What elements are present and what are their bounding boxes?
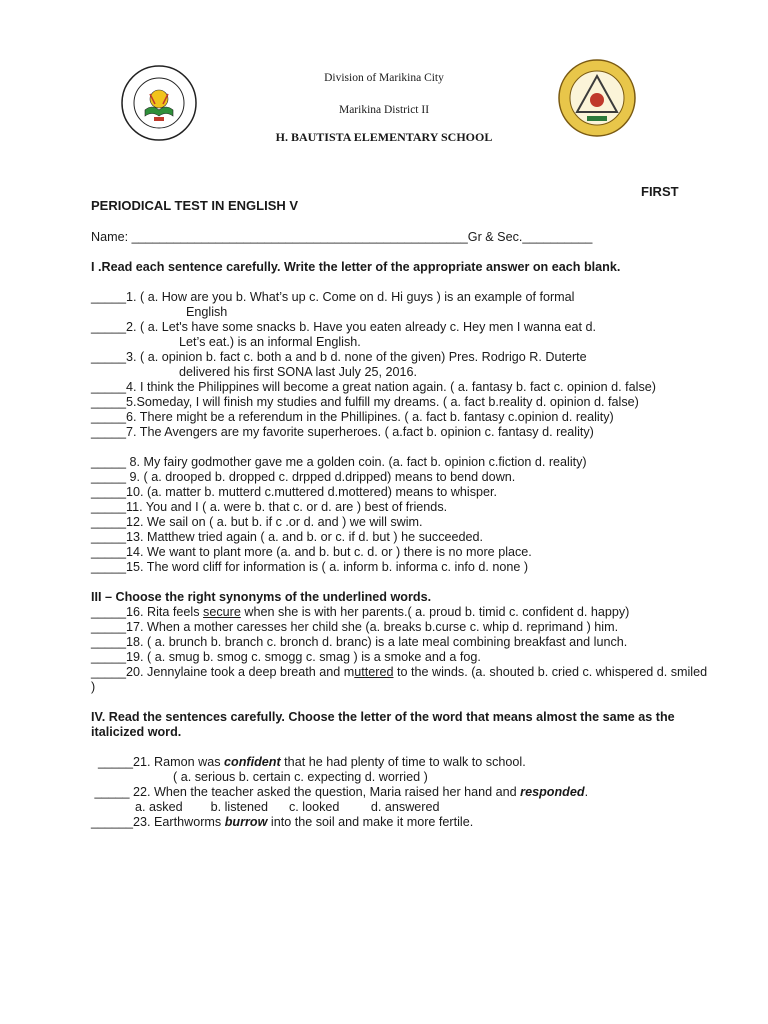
question-8: _____ 8. My fairy godmother gave me a golden coin. (a. fact b. opinion c.fiction d. reality) xyxy=(91,455,587,469)
question-9: _____ 9. ( a. drooped b. dropped c. drpped d.dripped) means to bend down. xyxy=(91,470,516,484)
question-1: _____1. ( a. How are you b. What’s up c. Come on d. Hi guys ) is an example of formal xyxy=(91,290,575,304)
question-16-text: _____16. Rita feels xyxy=(91,605,204,619)
question-21-text: _____21. Ramon was xyxy=(91,755,225,769)
question-20-text-end: to the winds. (a. shouted b. cried c. whispered d. smiled ) xyxy=(91,665,708,694)
question-17: _____17. When a mother caresses her child she (a. breaks b.curse c. whip d. reprimand ) him. xyxy=(91,620,619,634)
question-13: _____13. Matthew tried again ( a. and b. or c. if d. but ) he succeeded. xyxy=(91,530,484,544)
question-21 xyxy=(91,755,711,770)
question-22-italic: responded xyxy=(520,785,585,799)
question-2: _____2. ( a. Let's have some snacks b. Have you eaten already c. Hey men I wanna eat d. xyxy=(91,320,597,334)
question-20-underlined: uttered xyxy=(354,665,394,679)
test-body xyxy=(91,198,711,830)
question-23-text-end: into the soil and make it more fertile. xyxy=(267,815,474,829)
division-title: Division of Marikina City xyxy=(324,72,444,84)
question-11: _____11. You and I ( a. were b. that c. or d. are ) best of friends. xyxy=(91,500,448,514)
question-7: _____7. The Avengers are my favorite superheroes. ( a.fact b. opinion c. fantasy d. reality) xyxy=(91,425,594,439)
test-title: PERIODICAL TEST IN ENGLISH V xyxy=(91,198,299,213)
question-2-cont: Let’s eat.) is an informal English. xyxy=(179,335,361,349)
question-16 xyxy=(91,605,711,620)
district-title: Marikina District II xyxy=(338,104,430,116)
name-field: Name: ________________________________________________Gr & Sec.__________ xyxy=(91,230,593,244)
question-4: _____4. I think the Philippines will become a great nation again. ( a. fantasy b. fact c. opinion d. false) xyxy=(91,380,656,394)
question-20-text: _____20. Jennylaine took a deep breath and m xyxy=(91,665,355,679)
question-16-text-end: when she is with her parents.( a. proud b. timid c. confident d. happy) xyxy=(240,605,630,619)
question-10: _____10. (a. matter b. mutterd c.muttered d.mottered) means to whisper. xyxy=(91,485,497,499)
question-21-options: ( a. serious b. certain c. expecting d. worried ) xyxy=(173,770,428,784)
question-22 xyxy=(91,785,711,800)
section-4-title: IV. Read the sentences carefully. Choose the letter of the word that means almost the same as the italicized word. xyxy=(91,710,675,739)
question-21-text-end: that he had plenty of time to walk to school. xyxy=(280,755,526,769)
school-title: H. BAUTISTA ELEMENTARY SCHOOL xyxy=(275,130,493,144)
question-23-text: ______23. Earthworms xyxy=(91,815,225,829)
question-23-italic: burrow xyxy=(224,815,268,829)
question-12: _____12. We sail on ( a. but b. if c .or d. and ) we will swim. xyxy=(91,515,423,529)
division-seal xyxy=(557,58,637,138)
question-18: _____18. ( a. brunch b. branch c. bronch d. branc) is a late meal combining breakfast and lunch. xyxy=(91,635,628,649)
question-20 xyxy=(91,665,711,695)
question-6: _____6. There might be a referendum in the Phillipines. ( a. fact b. fantasy c.opinion d. reality) xyxy=(91,410,614,424)
question-14: _____14. We want to plant more (a. and b. but c. d. or ) there is no more place. xyxy=(91,545,532,559)
question-21-italic: confident xyxy=(224,755,281,769)
question-22-options: a. asked b. listened c. looked d. answered xyxy=(135,800,440,814)
section-1-title: I .Read each sentence carefully. Write the letter of the appropriate answer on each blank. xyxy=(91,260,621,274)
question-16-underlined: secure xyxy=(203,605,241,619)
question-15: _____15. The word cliff for information is ( a. inform b. informa c. info d. none ) xyxy=(91,560,529,574)
question-3-cont: delivered his first SONA last July 25, 2016. xyxy=(179,365,417,379)
question-22-text-end: . xyxy=(584,785,589,799)
question-22-text: _____ 22. When the teacher asked the question, Maria raised her hand and xyxy=(91,785,521,799)
question-3: _____3. ( a. opinion b. fact c. both a and b d. none of the given) Pres. Rodrigo R. Duterte xyxy=(91,350,587,364)
section-3-title: III – Choose the right synonyms of the underlined words. xyxy=(91,590,432,604)
question-1-cont: English xyxy=(186,305,228,319)
question-23 xyxy=(91,815,711,830)
question-5: _____5.Someday, I will finish my studies and fulfill my dreams. ( a. fact b.reality d. opinion d. false) xyxy=(91,395,639,409)
quarter-label: FIRST xyxy=(641,184,679,199)
question-19: _____19. ( a. smug b. smog c. smogg c. smag ) is a smoke and a fog. xyxy=(91,650,481,664)
